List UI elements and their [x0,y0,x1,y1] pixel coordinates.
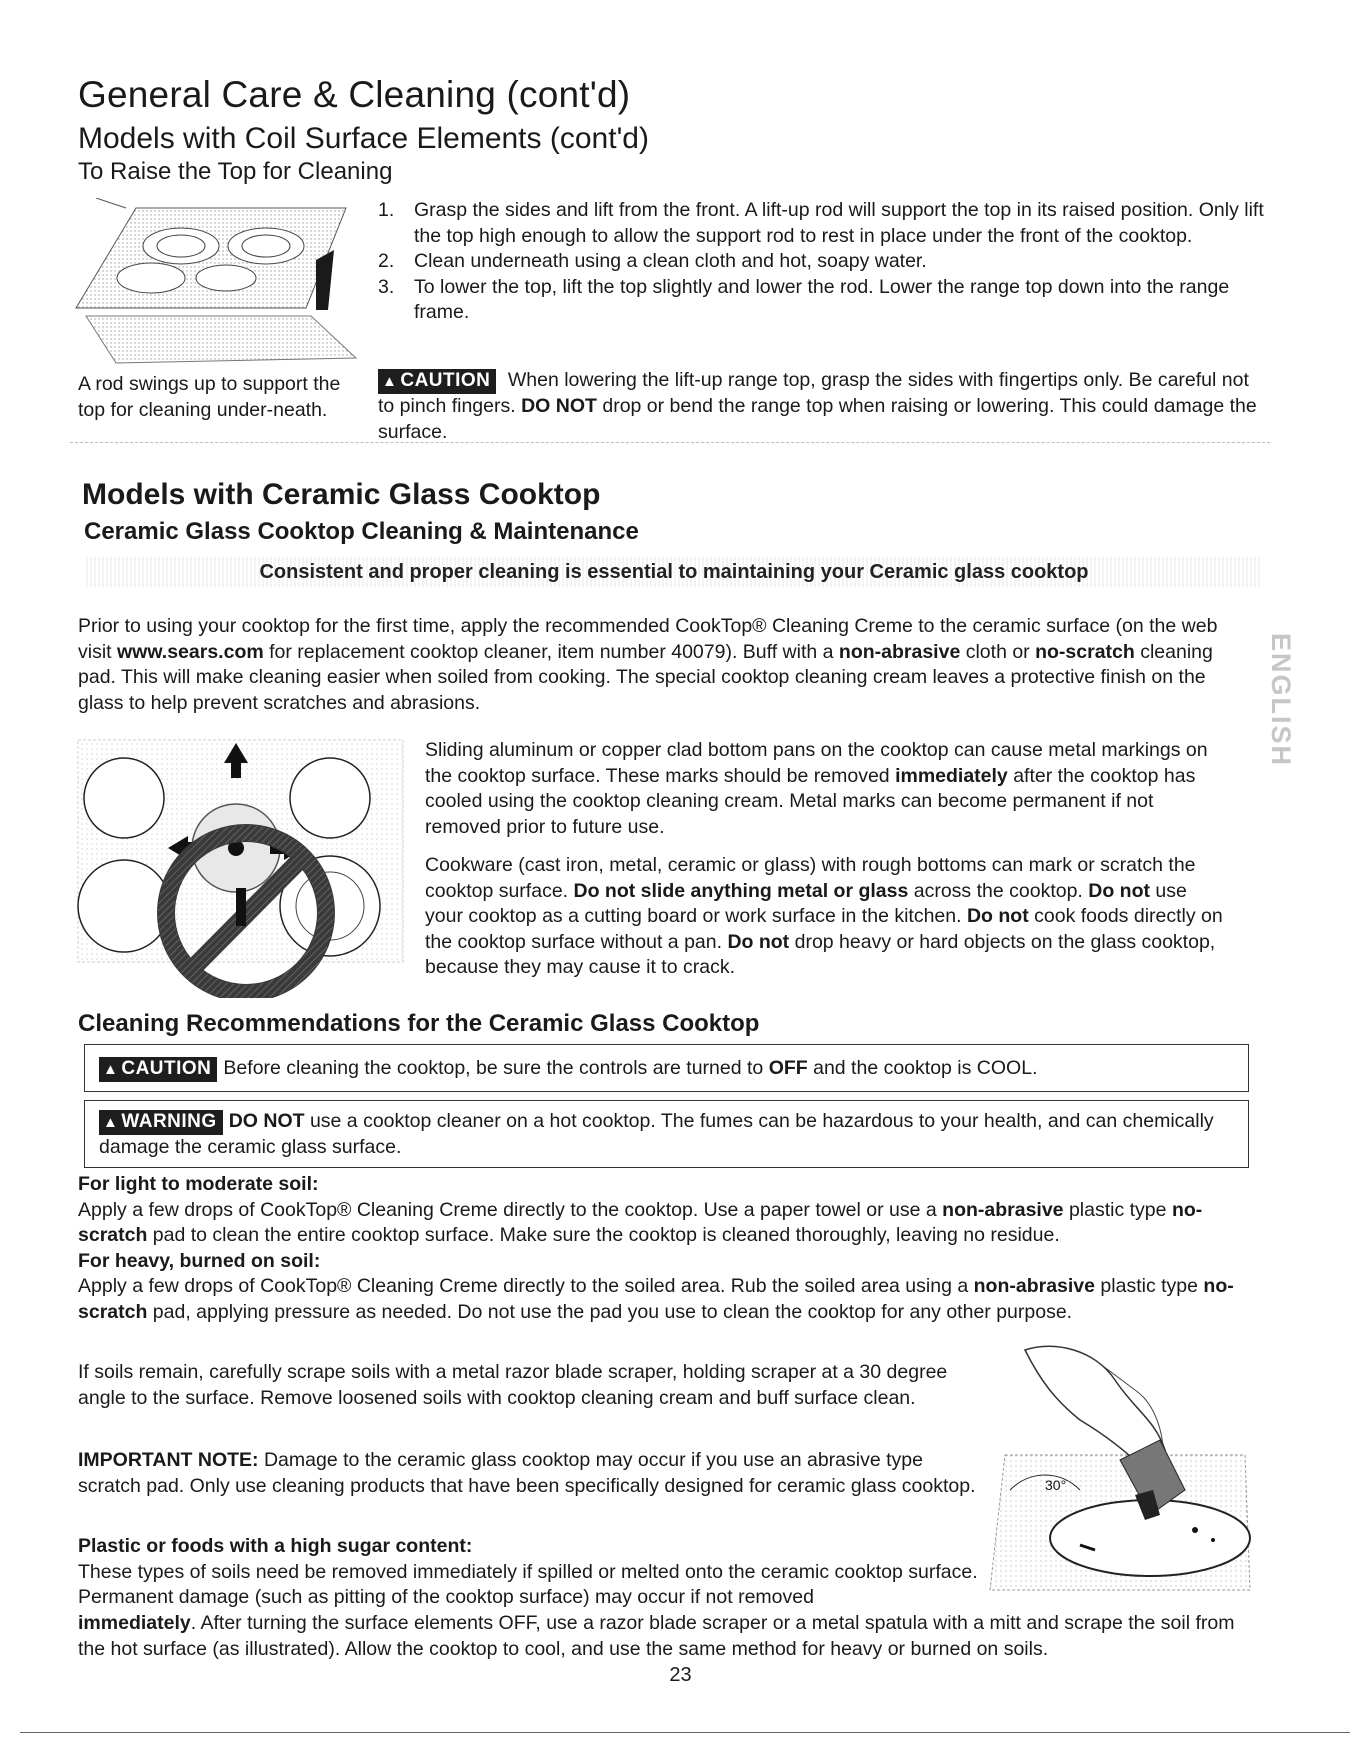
ceramic-banner: Consistent and proper cleaning is essential to maintaining your Ceramic glass cooktop [86,557,1262,587]
heavy-soil-heading: For heavy, burned on soil: [78,1249,321,1272]
ceramic-heading: Models with Ceramic Glass Cooktop [82,478,601,511]
step-item: 3. To lower the top, lift the top slightly and lower the rod. Lower the range top down into the range frame. [378,275,1230,323]
sugar-text-2: immediately. After turning the surface elements OFF, use a razor blade scraper or a metal spatula with a mitt and scrape the soil from the hot surface (as illustrated). Allow the cooktop to cool, and use the same method for heavy or burned on soils. [78,1612,1235,1660]
caution-badge: ▲ CAUTION [378,369,496,394]
raised-cooktop-illustration [66,198,366,368]
warning-badge: ▲ WARNING [99,1110,223,1135]
step-item: 2. Clean underneath using a clean cloth and hot, soapy water. [378,250,927,272]
raise-top-steps [378,198,1270,326]
page-number: 23 [669,1664,692,1686]
bottom-rule [20,1732,1350,1733]
warning-triangle-icon: ▲ [103,1061,119,1078]
raise-top-caption: A rod swings up to support the top for cleaning under-neath. [78,373,341,421]
ceramic-intro: Prior to using your cooktop for the first time, apply the recommended CookTop® Cleaning Creme to the ceramic surface (on the web visit www.sears.com for replacement cooktop cleaner, item number 40079). Buff with a non-abrasive cloth or no-scratch cleaning pad. This will make cleaning easier when soiled from cooking. The special cooktop cleaning cream leaves a protective finish on the glass to help prevent scratches and abrasions. [78,615,1218,714]
section-divider [70,442,1270,443]
angle-label: 30° [1045,1477,1067,1493]
light-soil-text: Apply a few drops of CookTop® Cleaning Creme directly to the cooktop. Use a paper towel or use a non-abrasive plastic type no-scratch pad to clean the entire cooktop surface. Make sure the cooktop is cleaned thoroughly, leaving no residue. [78,1198,1203,1246]
step-item: 1. Grasp the sides and lift from the front. A lift-up rod will support the top in its raised position. Only lift the top high enough to allow the support rod to rest in place under the front of the cooktop. [378,199,1264,247]
warning-box: ▲ WARNING DO NOT use a cooktop cleaner on a hot cooktop. The fumes can be hazardous to your health, and can chemically damage the ceramic glass surface. [84,1100,1249,1168]
raise-top-heading: To Raise the Top for Cleaning [78,158,393,185]
caution-note-raise: ▲ CAUTION When lowering the lift-up range top, grasp the sides with fingertips only. Be careful not to pinch fingers. DO NOT drop or bend the range top when raising or lowering. This could damage the surface. [378,369,1257,443]
page-title: General Care & Cleaning (cont'd) [78,74,631,115]
razor-scraper-illustration [985,1340,1260,1600]
light-soil-heading: For light to moderate soil: [78,1173,319,1195]
caution-badge: ▲ CAUTION [99,1057,217,1082]
heavy-soil-text: Apply a few drops of CookTop® Cleaning Creme directly to the soiled area. Rub the soiled area using a non-abrasive plastic type no-scratch pad, applying pressure as needed. Do not use the pad you use to clean the cooktop for any other purpose. [78,1275,1234,1323]
language-side-tab: ENGLISH [1266,632,1296,767]
warning-triangle-icon: ▲ [382,373,398,390]
ceramic-subheading: Ceramic Glass Cooktop Cleaning & Maintenance [84,518,639,545]
recommendations-heading: Cleaning Recommendations for the Ceramic Glass Cooktop [78,1010,760,1037]
light-soil-section [78,1172,1258,1325]
sliding-pans-paragraph: Sliding aluminum or copper clad bottom pans on the cooktop can cause metal markings on the cooktop surface. These marks should be removed immediately after the cooktop has cooled using the cooktop cleaning cream. Metal marks can become permanent if not removed prior to future use. [425,739,1208,838]
no-sliding-pans-illustration [76,738,416,998]
sugar-heading: Plastic or foods with a high sugar content: [78,1535,473,1557]
soils-remain-paragraph: If soils remain, carefully scrape soils with a metal razor blade scraper, holding scraper at a 30 degree angle to the surface. Remove loosened soils with cooktop cleaning cream and buff surface clean. [78,1361,948,1409]
cookware-paragraph: Cookware (cast iron, metal, ceramic or glass) with rough bottoms can mark or scratch the cooktop surface. Do not slide anything metal or glass across the cooktop. Do not use your cooktop as a cutting board or work surface in the kitchen. Do not cook foods directly on the cooktop surface without a pan. Do not drop heavy or hard objects on the glass cooktop, because they may cause it to crack. [425,854,1223,978]
sugar-text-1: These types of soils need be removed immediately if spilled or melted onto the ceramic cooktop surface. Permanent damage (such as pitting of the cooktop surface) may occur if not removed [78,1560,978,1608]
section-title-coil: Models with Coil Surface Elements (cont'd) [78,122,649,155]
warning-triangle-icon: ▲ [103,1114,119,1131]
important-note: IMPORTANT NOTE: Damage to the ceramic glass cooktop may occur if you use an abrasive type scratch pad. Only use cleaning products that have been specifically designed for ceramic glass cooktop. [78,1449,976,1497]
caution-box: ▲ CAUTION Before cleaning the cooktop, be sure the controls are turned to OFF and the cooktop is COOL. [84,1044,1249,1092]
